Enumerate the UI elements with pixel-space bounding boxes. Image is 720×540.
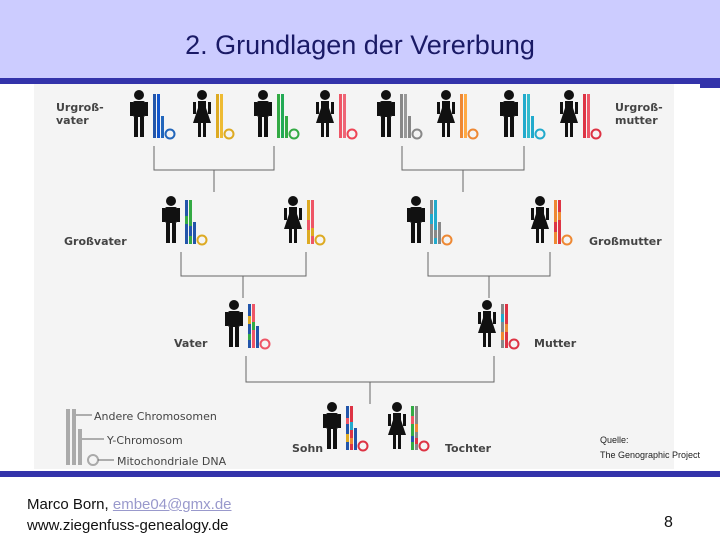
author-name: Marco Born,: [27, 496, 113, 513]
grandparents-row: [162, 196, 572, 245]
footer: [27, 494, 232, 536]
email-link[interactable]: embe04@gmx.de: [112, 496, 232, 513]
legend-other-chromosomes: Andere Chromosomen: [94, 410, 217, 423]
label-mother: Mutter: [534, 337, 577, 350]
slide-title: 2. Grundlagen der Vererbung: [185, 30, 535, 60]
legend-mitochondrial-dna: Mitochondriale DNA: [117, 455, 227, 468]
label-grandmother: Großmutter: [589, 235, 662, 248]
label-great-grandmother-line2: mutter: [615, 114, 658, 127]
connector-lines: [154, 146, 550, 404]
label-grandfather: Großvater: [64, 235, 127, 248]
source-label: Quelle:: [600, 435, 629, 445]
label-great-grandmother: [615, 101, 663, 127]
page-number: 8: [664, 514, 673, 531]
label-great-grandfather-line2: vater: [56, 114, 89, 127]
label-great-grandmother-line1: Urgroß-: [615, 101, 663, 114]
label-great-grandfather: [56, 101, 104, 127]
legend-y-chromosome: Y-Chromosom: [107, 434, 183, 447]
great-grandparents-row: [130, 90, 601, 139]
children-row: [323, 402, 429, 451]
inheritance-diagram: [34, 84, 674, 469]
label-father: Vater: [174, 337, 208, 350]
label-great-grandfather-line1: Urgroß-: [56, 101, 104, 114]
divider-accent: [700, 84, 720, 88]
bottom-divider: [0, 471, 720, 477]
label-daughter: Tochter: [445, 442, 492, 455]
website-text: www.ziegenfuss-genealogy.de: [27, 517, 229, 534]
parents-row: [225, 300, 519, 349]
source-note: [600, 433, 700, 463]
source-name: The Genographic Project: [600, 450, 701, 460]
label-son: Sohn: [292, 442, 324, 455]
